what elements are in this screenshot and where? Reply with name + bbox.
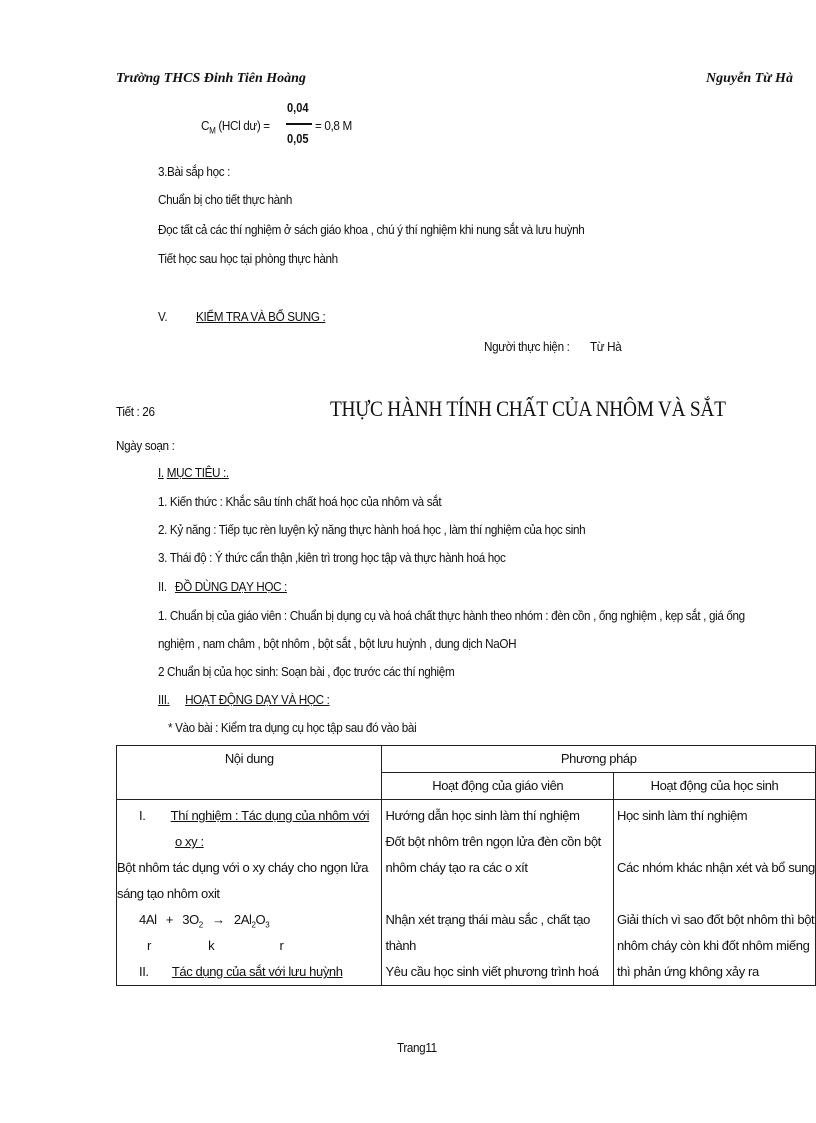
tools-heading xyxy=(158,579,287,594)
school-name: Trường THCS Đinh Tiên Hoàng xyxy=(116,71,306,86)
exp1-number: I. xyxy=(139,808,146,823)
lesson-table xyxy=(116,745,816,986)
content-desc: Bột nhôm tác dụng với o xy cháy cho ngọn lửa xyxy=(117,860,369,875)
activities-heading xyxy=(158,692,330,707)
header-content: Nội dung xyxy=(117,746,382,800)
objective-item: 3. Thái độ : Ý thức cẩn thận ,kiên trì trong học tập và thực hành hoá học xyxy=(158,550,506,565)
lesson-period: Tiết : 26 xyxy=(116,404,155,419)
exp1-title-cont: o xy : xyxy=(175,834,204,849)
executor-label: Người thực hiện : xyxy=(484,339,570,354)
teacher-line: nhôm cháy tạo ra các o xít xyxy=(385,860,528,875)
student-cell xyxy=(613,800,815,986)
teacher-line: Đốt bột nhôm trên ngọn lửa đèn cồn bột xyxy=(385,834,601,849)
teacher-prep-line: nghiệm , nam châm , bột nhôm , bột sắt , bột lưu huỳnh , dung dịch NaOH xyxy=(158,636,517,651)
activities-number: III. xyxy=(158,692,170,707)
activities-intro: * Vào bài : Kiểm tra dụng cụ học tập sau đó vào bài xyxy=(168,720,417,735)
fraction-bar xyxy=(286,123,312,125)
tools-number: II. xyxy=(158,579,167,594)
formula-c: C xyxy=(201,118,210,133)
student-line: thì phản ứng không xảy ra xyxy=(616,964,759,979)
teacher-line: thành xyxy=(385,938,417,953)
student-line xyxy=(617,881,815,907)
exp1-heading xyxy=(117,803,381,829)
student-line: Các nhóm khác nhận xét và bổ sung xyxy=(616,860,815,875)
page-number: Trang11 xyxy=(397,1040,437,1055)
formula-result: = 0,8 M xyxy=(315,118,352,133)
objective-item: 1. Kiến thức : Khắc sâu tính chất hoá học của nhôm và sắt xyxy=(158,494,442,509)
objective-item: 2. Kỷ năng : Tiếp tục rèn luyện kỷ năng thực hành hoá học , làm thí nghiệm của học sinh xyxy=(158,522,586,537)
header-method: Phương pháp xyxy=(382,746,816,773)
state-labels: r k r xyxy=(147,938,284,953)
homework-line: Đọc tất cả các thí nghiệm ở sách giáo khoa , chú ý thí nghiệm khi nung sắt và lưu huỳnh xyxy=(158,222,585,237)
student-prep-line: 2 Chuẩn bị của học sinh: Soạn bài , đọc trước các thí nghiệm xyxy=(158,664,455,679)
homework-line: Tiết học sau học tại phòng thực hành xyxy=(158,251,338,266)
executor-name: Từ Hà xyxy=(590,339,622,354)
section-v-number: V. xyxy=(158,309,168,324)
reaction-equation: $4Al + 3O_2 \to 2Al_2O_3$ xyxy=(139,912,270,930)
teacher-cell xyxy=(382,800,614,986)
section-v-title: KIỂM TRA VÀ BỔ SUNG : xyxy=(196,309,326,324)
student-line: Học sinh làm thí nghiệm xyxy=(616,808,748,823)
objectives-number: I. xyxy=(158,465,164,480)
lesson-date: Ngày soạn : xyxy=(116,438,175,453)
content-desc: sáng tạo nhôm oxit xyxy=(117,886,220,901)
formula-denominator: 0,05 xyxy=(287,131,309,146)
reaction-arrow: → xyxy=(212,912,225,927)
header-teacher: Hoạt động của giáo viên xyxy=(382,773,614,800)
teacher-line: Yêu cầu học sinh viết phương trình hoá xyxy=(385,964,599,979)
student-line: nhôm cháy còn khi đốt nhôm miếng xyxy=(616,938,810,953)
exp1-title: Thí nghiệm : Tác dụng của nhôm với xyxy=(170,808,370,823)
lesson-title: THỰC HÀNH TÍNH CHẤT CỦA NHÔM VÀ SẮT xyxy=(330,396,726,421)
teacher-prep-line: 1. Chuẩn bị của giáo viên : Chuẩn bị dụng cụ và hoá chất thực hành theo nhóm : đèn cồn , ống nghiệm , kẹp sắt , giá ống xyxy=(158,608,745,623)
objectives-heading xyxy=(158,465,229,480)
tools-title: ĐỒ DÙNG DẠY HỌC : xyxy=(174,579,287,594)
student-line xyxy=(617,829,815,855)
exp2-heading xyxy=(117,959,381,985)
homework-line: Chuẩn bị cho tiết thực hành xyxy=(158,192,293,207)
exp2-title: Tác dụng của sắt với lưu huỳnh xyxy=(171,964,343,979)
formula-numerator: 0,04 xyxy=(287,100,309,115)
exp2-number: II. xyxy=(139,964,149,979)
teacher-line xyxy=(385,881,613,907)
objectives-title: MỤC TIÊU :. xyxy=(166,465,229,480)
teacher-line: Hướng dẫn học sinh làm thí nghiệm xyxy=(385,808,580,823)
teacher-line: Nhận xét trạng thái màu sắc , chất tạo xyxy=(385,912,590,927)
content-cell xyxy=(117,800,382,986)
formula-sub: M xyxy=(209,125,216,136)
formula-rest: (HCl dư) = xyxy=(218,118,270,133)
student-line: Giải thích vì sao đốt bột nhôm thì bột xyxy=(616,912,815,927)
author-name: Nguyễn Từ Hà xyxy=(706,71,793,86)
header-student: Hoạt động của học sinh xyxy=(613,773,815,800)
activities-title: HOẠT ĐỘNG DẠY VÀ HỌC : xyxy=(185,692,330,707)
homework-heading: 3.Bài sắp học : xyxy=(158,164,230,179)
